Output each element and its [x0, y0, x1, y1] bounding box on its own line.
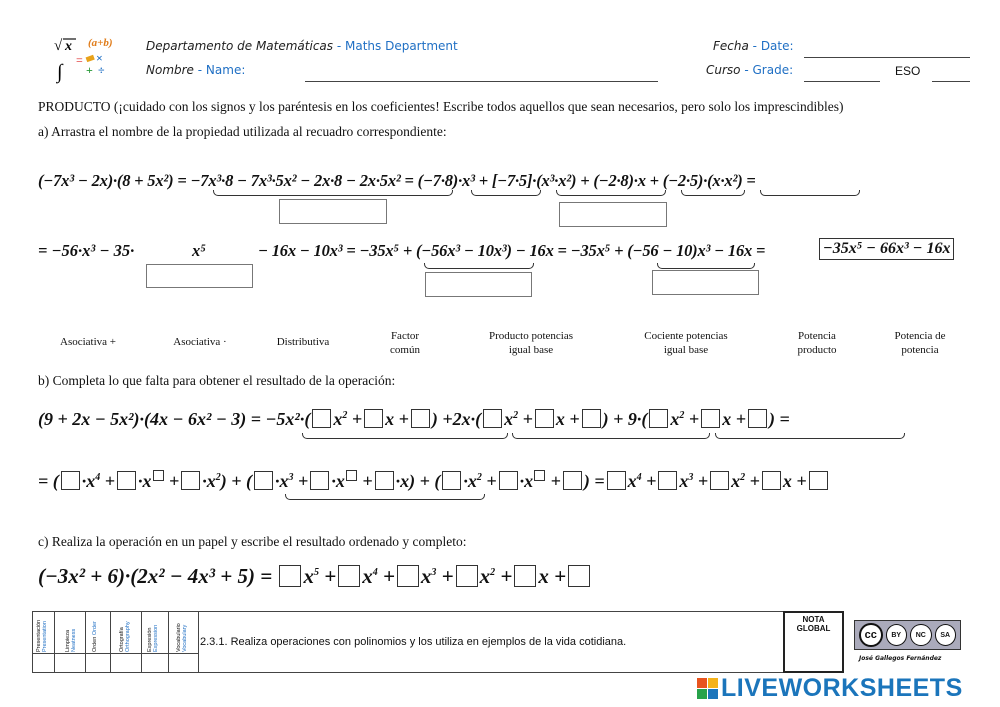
liveworksheets-logo[interactable]: [697, 675, 963, 701]
department-title: [146, 39, 458, 53]
drop-box-4[interactable]: [425, 272, 532, 297]
course-label: [706, 63, 793, 77]
part-b-row2: = ( $\cdot x^4 + \cdot x + \cdot x^2$) + ( $\cdot x^3 + \cdot x + \cdot x$) + ( $\cdot x^2 + \cdot x$ + ) = $x^4 + x^3 + x^2 + x$ +: [38, 470, 830, 492]
brand-tile-3: [697, 689, 707, 699]
date-separator: -: [748, 39, 761, 53]
name-label: [146, 63, 245, 77]
cc-icon: cc: [859, 623, 883, 647]
criterion-vocabulario: [176, 614, 188, 652]
drop-box-2[interactable]: [559, 202, 667, 227]
brand-icon: [697, 678, 718, 699]
date-line[interactable]: [804, 57, 970, 58]
blank-c1[interactable]: [279, 565, 301, 587]
brand-tile-2: [708, 678, 718, 688]
rubric-col-3: [86, 612, 111, 672]
part-b-lhs: (9 + 2x − 5x²)·(4x − 6x² − 3) =: [38, 409, 262, 429]
blank-b12[interactable]: [153, 470, 164, 481]
part-a-instruction: a) Arrastra el nombre de la propiedad utilizada al recuadro correspondiente:: [38, 124, 447, 139]
name-es: Nombre: [146, 63, 194, 77]
property-label-2: producto: [797, 344, 837, 356]
part-b-brace-3: [715, 433, 905, 439]
drop-box-3[interactable]: [146, 264, 253, 288]
blank-b25[interactable]: [762, 471, 781, 490]
criterion-limpieza: [65, 614, 77, 652]
department-separator: -: [333, 39, 345, 53]
blank-b21[interactable]: [563, 471, 582, 490]
department-es: Departamento de Matemáticas: [146, 39, 334, 53]
blank-b5[interactable]: [535, 409, 554, 428]
property-asociativa-producto[interactable]: [160, 335, 240, 349]
part-a-row2-rest: − 16x − 10x³ = −35x⁵ + (−56x³ − 10x³) − 16x = −35x⁵ + (−56 − 10)x³ − 16x =: [258, 241, 766, 260]
part-a-brace-7: [657, 263, 755, 269]
blank-c6[interactable]: [568, 565, 590, 587]
drop-box-5[interactable]: [652, 270, 759, 295]
blank-b23[interactable]: [658, 471, 677, 490]
property-potencia-potencia[interactable]: [880, 329, 960, 357]
svg-text:=: =: [76, 53, 83, 67]
rubric-table: [32, 611, 843, 673]
blank-c4[interactable]: [456, 565, 478, 587]
blank-b10[interactable]: [61, 471, 80, 490]
department-en: Maths Department: [345, 39, 458, 53]
criterion-orden: [92, 614, 98, 652]
blank-b26[interactable]: [809, 471, 828, 490]
part-c-instruction: c) Realiza la operación en un papel y escribe el resultado ordenado y completo:: [38, 534, 467, 549]
svg-text:∫: ∫: [57, 61, 63, 83]
drop-box-1[interactable]: [279, 199, 387, 224]
property-producto-potencias[interactable]: [471, 329, 591, 357]
logo-formula: (a+b): [88, 37, 113, 49]
property-label-2: igual base: [663, 344, 709, 356]
date-en: Date:: [760, 39, 794, 53]
blank-b14[interactable]: [254, 471, 273, 490]
property-label: Factor: [390, 330, 420, 342]
part-b-brace-2: [512, 433, 710, 439]
criterion-es: Ortografía: [119, 627, 125, 652]
part-b-row1: (9 + 2x − 5x²)·(4x − 6x² − 3) = −5x²·( $x^2 + x$ + ) +2x·( $x^2 + x$ + ) + 9·( $x^2 + x$ + ) =: [38, 409, 790, 429]
property-label: Asociativa ·: [173, 336, 227, 348]
criterion-en: Orthography: [125, 621, 131, 652]
part-b-brace-4: [285, 494, 485, 500]
criterion-es: Orden: [92, 636, 98, 652]
criterion-en: Presentation: [42, 621, 48, 652]
property-label: Potencia: [798, 330, 836, 342]
brand-text: LIVEWORKSHEETS: [721, 674, 963, 702]
license-term-nc: NC: [910, 624, 932, 646]
license-author: José Gallegos Fernández: [859, 655, 942, 662]
blank-b15[interactable]: [310, 471, 329, 490]
level-label: ESO: [895, 64, 921, 78]
blank-b2[interactable]: [364, 409, 383, 428]
blank-c5[interactable]: [514, 565, 536, 587]
svg-text:+: +: [86, 63, 93, 77]
part-a-brace-4: [681, 190, 745, 196]
svg-text:√: √: [54, 38, 63, 54]
blank-b7[interactable]: [649, 409, 668, 428]
property-label-2: común: [390, 344, 420, 356]
grade-label-1: NOTA: [802, 615, 825, 624]
svg-text:x: x: [65, 39, 72, 54]
blank-b18[interactable]: [442, 471, 461, 490]
part-b-instruction: b) Completa lo que falta para obtener el resultado de la operación:: [38, 373, 396, 388]
blank-b6[interactable]: [582, 409, 601, 428]
part-a-brace-2: [471, 190, 541, 196]
grade-box[interactable]: [783, 611, 844, 673]
part-a-brace-5: [760, 190, 860, 196]
property-label: Cociente potencias: [644, 330, 728, 342]
date-label: [713, 39, 794, 53]
property-asociativa-suma[interactable]: [48, 335, 128, 349]
part-b-brace-1: [302, 433, 508, 439]
blank-b16[interactable]: [346, 470, 357, 481]
level-line[interactable]: [932, 81, 970, 82]
criterion-en: Order: [92, 621, 98, 636]
criterion-en: Expression: [153, 624, 159, 652]
blank-b13[interactable]: [181, 471, 200, 490]
blank-b3[interactable]: [411, 409, 430, 428]
property-label-2: potencia: [901, 344, 939, 356]
criterion-expresion: [147, 614, 159, 652]
property-factor-comun[interactable]: [365, 329, 445, 357]
blank-b1[interactable]: [312, 409, 331, 428]
page-title: PRODUCTO (¡cuidado con los signos y los paréntesis en los coeficientes! Escribe todos aquellos que sean necesarios, pero solo los imprescindibles): [38, 99, 844, 114]
license-term-by: BY: [886, 624, 908, 646]
property-label: Distributiva: [276, 336, 330, 348]
blank-b11[interactable]: [117, 471, 136, 490]
license-badge: [854, 620, 961, 650]
criterion-en: Vocabulary: [182, 624, 188, 652]
rubric-standard: 2.3.1. Realiza operaciones con polinomios y los utiliza en ejemplos de la vida cotidiana.: [200, 636, 627, 648]
svg-text:×: ×: [96, 51, 103, 65]
blank-c3[interactable]: [397, 565, 419, 587]
criterion-es: Limpieza: [65, 629, 71, 652]
course-separator: -: [740, 63, 753, 77]
brand-tile-4: [708, 689, 718, 699]
part-b-term1: −5x²·(: [265, 409, 311, 429]
blank-b22[interactable]: [607, 471, 626, 490]
part-a-row1: (−7x³ − 2x)·(8 + 5x²) = −7x³·8 − 7x³·5x² − 2x·8 − 2x·5x² = (−7·8)·x³ + [−7·5]·(x³·x²) + (−2·8)·x + (−2·5)·(x·x²) =: [38, 171, 756, 190]
course-en: Grade:: [752, 63, 794, 77]
blank-b17[interactable]: [375, 471, 394, 490]
blank-c2[interactable]: [338, 565, 360, 587]
part-a-brace-1: [213, 190, 453, 196]
part-c-lhs: (−3x² + 6)·(2x² − 4x³ + 5) =: [38, 564, 273, 588]
criterion-es: Vocabulario: [176, 623, 182, 652]
property-potencia-producto[interactable]: [777, 329, 857, 357]
criterion-es: Expresión: [147, 627, 153, 652]
name-line[interactable]: [305, 81, 658, 82]
blank-b8[interactable]: [701, 409, 720, 428]
blank-b24[interactable]: [710, 471, 729, 490]
rubric-row-divider: [33, 653, 199, 654]
name-en: Name:: [205, 63, 246, 77]
property-label: Producto potencias: [488, 330, 573, 342]
blank-b4[interactable]: [483, 409, 502, 428]
property-label: Potencia de: [894, 330, 946, 342]
svg-text:÷: ÷: [98, 63, 105, 77]
part-a-brace-3: [556, 190, 666, 196]
part-a-result-box: −35x⁵ − 66x³ − 16x: [819, 238, 954, 260]
criterion-ortografia: [119, 614, 131, 652]
criterion-en: Neatness: [71, 628, 77, 652]
property-label: Asociativa +: [60, 336, 116, 348]
brand-tile-1: [697, 678, 707, 688]
property-label-2: igual base: [508, 344, 554, 356]
part-c-row: $(-3x^2 + 6)\cdot(2x^2 - 4x^3 + 5) = x^5 + x^4 + x^3 + x^2 + x$ +: [38, 564, 592, 589]
blank-b20[interactable]: [534, 470, 545, 481]
course-es: Curso: [706, 63, 741, 77]
name-separator: -: [193, 63, 206, 77]
blank-b9[interactable]: [748, 409, 767, 428]
blank-b19[interactable]: [499, 471, 518, 490]
property-distributiva[interactable]: [263, 335, 343, 349]
property-cociente-potencias[interactable]: [626, 329, 746, 357]
part-b-term2: +2x·(: [442, 409, 482, 429]
course-line[interactable]: [804, 81, 880, 82]
criterion-es: Presentación: [36, 619, 42, 652]
license-term-sa: SA: [935, 624, 957, 646]
date-es: Fecha: [713, 39, 749, 53]
grade-label-2: GLOBAL: [796, 624, 831, 633]
criterion-presentacion: [36, 614, 48, 652]
part-a-row2-start: = −56·x³ − 35·: [38, 241, 135, 260]
part-a-row2-power: x⁵: [192, 241, 206, 260]
part-a-brace-6: [424, 263, 534, 269]
part-b-term3: + 9·(: [613, 409, 648, 429]
